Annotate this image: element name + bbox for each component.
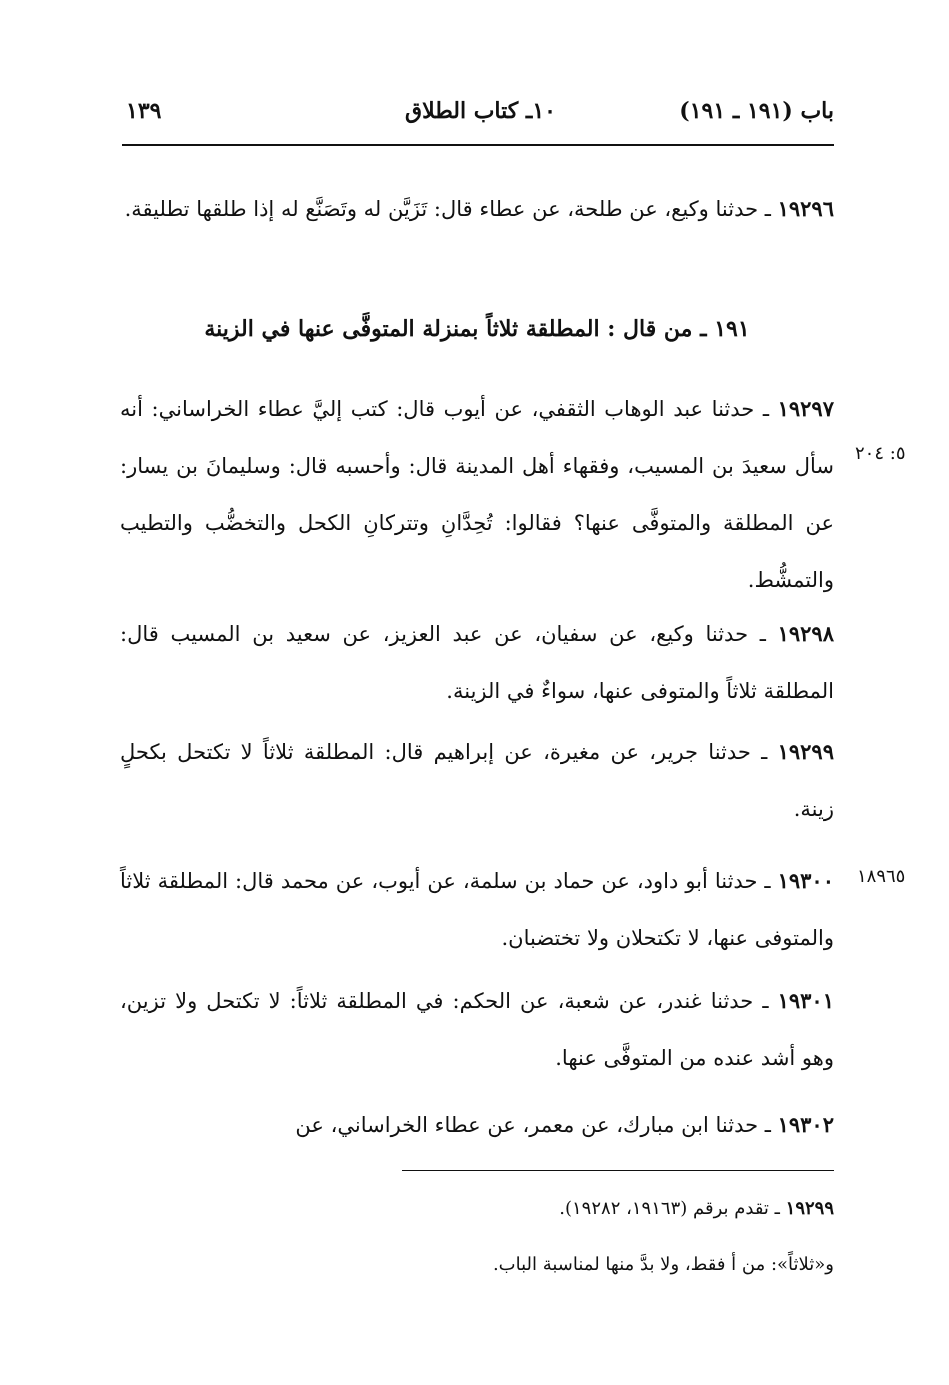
hadith-text: ـ حدثنا جرير، عن مغيرة، عن إبراهيم قال: المطلقة ثلاثاً لا تكتحل بكحلٍ زينة.	[120, 740, 834, 821]
header-rule	[122, 144, 834, 146]
hadith-19301	[120, 972, 834, 1087]
hadith-19298	[120, 605, 834, 720]
footnote-text: ـ تقدم برقم (١٩١٦٣، ١٩٢٨٢).	[559, 1198, 786, 1219]
hadith-19299	[120, 723, 834, 838]
hadith-text: ـ حدثنا غندر، عن شعبة، عن الحكم: في المطلقة ثلاثاً: لا تكتحل ولا تزين، وهو أشد عنده من المتوفَّى عنها.	[120, 989, 834, 1070]
margin-reference: ٥: ٢٠٤	[855, 443, 906, 464]
hadith-text: ـ حدثنا أبو داود، عن حماد بن سلمة، عن أيوب، عن محمد قال: المطلقة ثلاثاً والمتوفى عنها، لا تكتحلان ولا تختضبان.	[120, 869, 834, 950]
hadith-number: ١٩٣٠٢	[777, 1112, 834, 1137]
section-title: ١٩١ ـ من قال : المطلقة ثلاثاً بمنزلة المتوفَّى عنها في الزينة	[204, 316, 750, 342]
hadith-number: ١٩٣٠١	[777, 988, 834, 1013]
hadith-text: ـ حدثنا وكيع، عن سفيان، عن عبد العزيز، عن سعيد بن المسيب قال: المطلقة ثلاثاً والمتوفى عنها، سواءٌ في الزينة.	[120, 622, 834, 703]
chapter-range: باب (١٩١ ـ ١٩١)	[679, 98, 834, 124]
hadith-19300	[120, 852, 834, 967]
hadith-text: ـ حدثنا ابن مبارك، عن معمر، عن عطاء الخراساني، عن	[295, 1113, 778, 1137]
footnote-number: ١٩٢٩٩	[785, 1198, 834, 1219]
hadith-number: ١٩٢٩٦	[777, 196, 834, 221]
footnote	[120, 1194, 834, 1224]
footnote: و«ثلاثاً»: من أ فقط، ولا بدَّ منها لمناسبة الباب.	[492, 1254, 834, 1275]
page-number: ١٣٩	[126, 98, 162, 124]
hadith-19297	[120, 380, 834, 609]
footnote-rule	[402, 1170, 834, 1171]
hadith-number: ١٩٢٩٧	[777, 396, 834, 421]
hadith-text: ـ حدثنا وكيع، عن طلحة، عن عطاء قال: تَزَيَّن له وتَصَنَّع له إذا طلقها تطليقة.	[124, 197, 778, 221]
margin-reference: ١٨٩٦٥	[857, 866, 906, 887]
hadith-text: ـ حدثنا عبد الوهاب الثقفي، عن أيوب قال: كتب إليَّ عطاء الخراساني: أنه سأل سعيدَ بن المسيب، وفقهاء أهل المدينة قال: وأحسبه قال: وسليمانَ بن يسار: عن المطلقة والمتوفَّى عنها؟ فقالوا: تُحِدَّانِ وتتركانِ الكحل والتخضُّب والتطيب والتمشُّط.	[120, 397, 834, 592]
hadith-number: ١٩٢٩٩	[777, 739, 834, 764]
hadith-number: ١٩٢٩٨	[777, 621, 834, 646]
book-title: ١٠ـ كتاب الطلاق	[405, 98, 556, 124]
hadith-19296	[120, 180, 834, 238]
hadith-number: ١٩٣٠٠	[777, 868, 834, 893]
running-header	[120, 92, 834, 136]
hadith-19302	[120, 1096, 834, 1154]
